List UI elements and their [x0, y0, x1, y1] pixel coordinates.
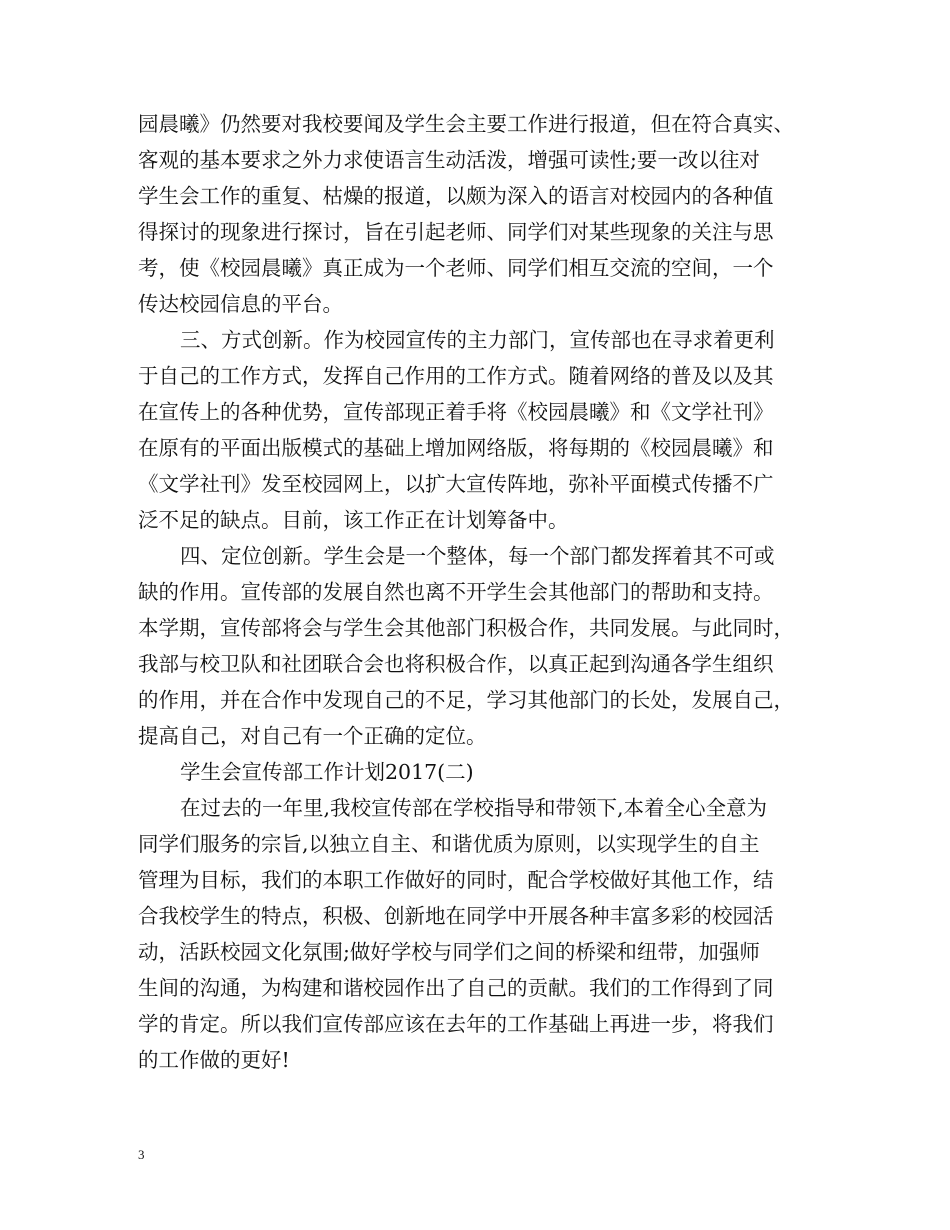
section-four-heading-line: 四、定位创新。学生会是一个整体，每一个部门都发挥着其不可或 [180, 544, 775, 568]
section-three-heading-line: 三、方式创新。作为校园宣传的主力部门，宣传部也在寻求着更利 [180, 328, 775, 352]
paragraph-start-line: 在过去的一年里,我校宣传部在学校指导和带领下,本着全心全意为 [180, 796, 768, 820]
page-number: 3 [138, 1147, 145, 1162]
document-body [138, 106, 828, 1078]
text-line-23: 合我校学生的特点，积极、创新地在同学中开展各种丰富多彩的校园活 [138, 904, 774, 928]
text-line-24: 动，活跃校园文化氛围;做好学校与同学们之间的桥梁和纽带，加强师 [138, 940, 760, 964]
text-line-18: 提高自己，对自己有一个正确的定位。 [138, 724, 487, 748]
text-line-10: 在原有的平面出版模式的基础上增加网络版，将每期的《校园晨曦》和 [138, 436, 774, 460]
section-title: 学生会宣传部工作计划2017(二) [180, 760, 474, 784]
text-line-12: 泛不足的缺点。目前，该工作正在计划筹备中。 [138, 508, 569, 532]
text-line-16: 我部与校卫队和社团联合会也将积极合作，以真正起到沟通各学生组织 [138, 652, 774, 676]
text-line-21: 同学们服务的宗旨,以独立自主、和谐优质为原则，以实现学生的自主 [138, 832, 760, 856]
text-line-22: 管理为目标，我们的本职工作做好的同时，配合学校做好其他工作，结 [138, 868, 774, 892]
text-line-3: 学生会工作的重复、枯燥的报道，以颇为深入的语言对校园内的各种值 [138, 184, 774, 208]
text-line-15: 本学期，宣传部将会与学生会其他部门积极合作，共同发展。与此同时， [138, 616, 794, 640]
text-line-14: 缺的作用。宣传部的发展自然也离不开学生会其他部门的帮助和支持。 [138, 580, 774, 604]
text-line-25: 生间的沟通，为构建和谐校园作出了自己的贡献。我们的工作得到了同 [138, 976, 774, 1000]
text-line-1: 园晨曦》仍然要对我校要闻及学生会主要工作进行报道，但在符合真实、 [138, 112, 794, 136]
text-line-4: 得探讨的现象进行探讨，旨在引起老师、同学们对某些现象的关注与思 [138, 220, 774, 244]
text-line-26: 学的肯定。所以我们宣传部应该在去年的工作基础上再进一步，将我们 [138, 1012, 774, 1036]
text-line-9: 在宣传上的各种优势，宣传部现正着手将《校园晨曦》和《文学社刊》 [138, 400, 774, 424]
text-line-5: 考，使《校园晨曦》真正成为一个老师、同学们相互交流的空间，一个 [138, 256, 774, 280]
text-line-11: 《文学社刊》发至校园网上，以扩大宣传阵地，弥补平面模式传播不广 [138, 472, 774, 496]
text-line-6: 传达校园信息的平台。 [138, 292, 343, 316]
text-line-27: 的工作做的更好! [138, 1048, 290, 1072]
text-line-2: 客观的基本要求之外力求使语言生动活泼，增强可读性;要一改以往对 [138, 148, 760, 172]
text-line-8: 于自己的工作方式，发挥自己作用的工作方式。随着网络的普及以及其 [138, 364, 774, 388]
text-line-17: 的作用，并在合作中发现自己的不足，学习其他部门的长处，发展自己， [138, 688, 794, 712]
